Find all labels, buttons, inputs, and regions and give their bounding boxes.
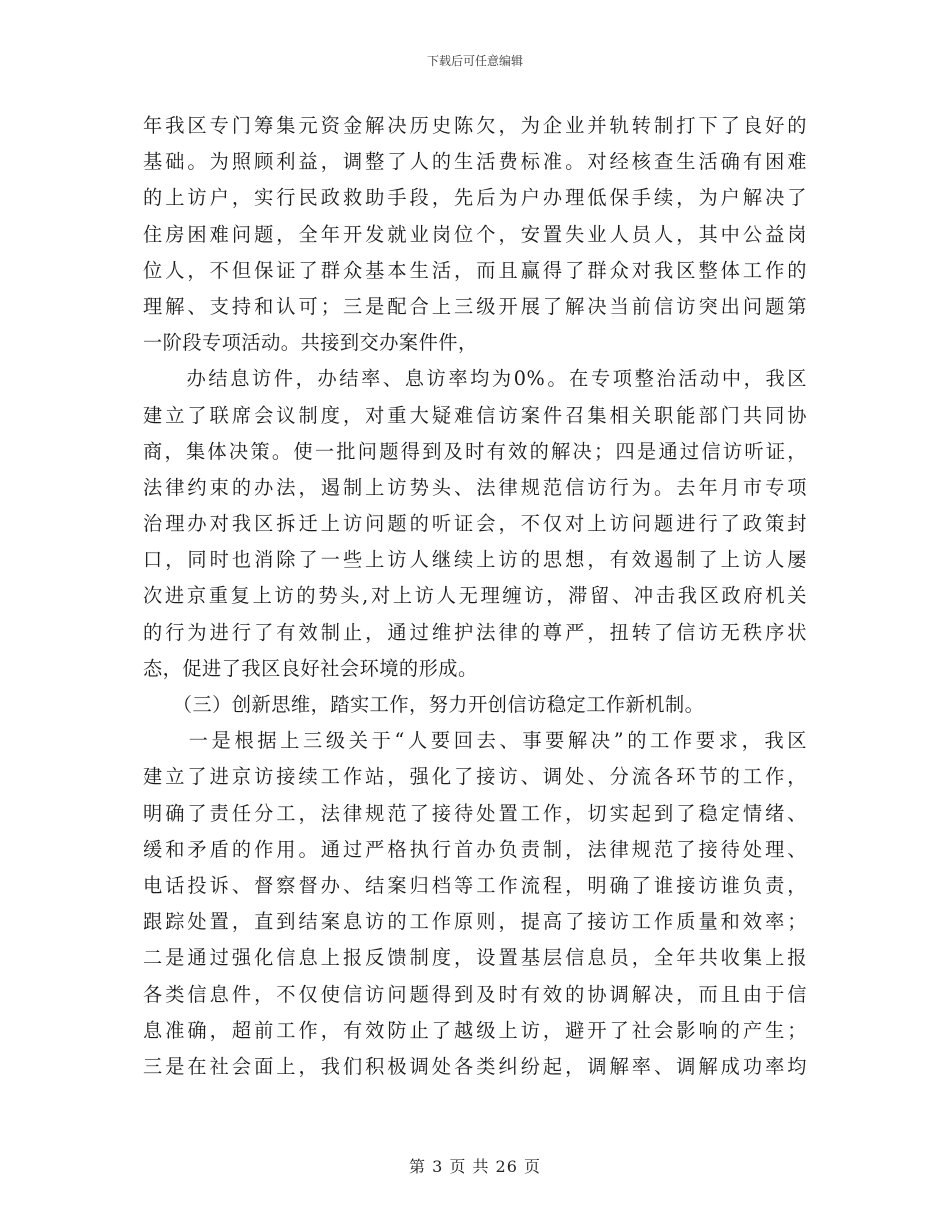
text-line: 息准确，超前工作，有效防止了越级上访，避开了社会影响的产生； [143, 1018, 807, 1042]
text-line: 一是根据上三级关于“人要回去、事要解决”的工作要求，我区 [143, 729, 807, 753]
text-line: 位人，不但保证了群众基本生活，而且赢得了群众对我区整体工作的 [143, 258, 807, 282]
text-line: 明确了责任分工，法律规范了接待处置工作，切实起到了稳定情绪、 [143, 801, 807, 825]
text-line: 三是在社会面上，我们积极调处各类纠纷起，调解率、调解成功率均 [143, 1054, 807, 1078]
text-line: 口，同时也消除了一些上访人继续上访的思想，有效遏制了上访人屡 [143, 548, 807, 572]
text-line: 各类信息件，不仅使信访问题得到及时有效的协调解决，而且由于信 [143, 982, 807, 1006]
text-line: 办结息访件，办结率、息访率均为0%。在专项整治活动中，我区 [143, 367, 807, 391]
text-line: 治理办对我区拆迁上访问题的听证会，不仅对上访问题进行了政策封 [143, 512, 807, 536]
page-header: 下载后可任意编辑 [426, 54, 523, 68]
text-line: 电话投诉、督察督办、结案归档等工作流程，明确了谁接访谁负责， [143, 873, 807, 897]
text-line: 跟踪处置，直到结案息访的工作原则，提高了接访工作质量和效率； [143, 910, 807, 934]
text-line: 次进京重复上访的势头,对上访人无理缠访，滞留、冲击我区政府机关 [143, 584, 807, 608]
text-line: 法律约束的办法，遏制上访势头、法律规范信访行为。去年月市专项 [143, 475, 807, 499]
text-line: 基础。为照顾利益，调整了人的生活费标准。对经核查生活确有困难 [143, 150, 807, 174]
text-line: 商，集体决策。使一批问题得到及时有效的解决；四是通过信访听证， [143, 439, 807, 463]
text-line: 建立了进京访接续工作站，强化了接访、调处、分流各环节的工作， [143, 765, 807, 789]
text-line: 的行为进行了有效制止，通过维护法律的尊严，扭转了信访无秩序状 [143, 620, 807, 644]
text-line: （三）创新思维，踏实工作，努力开创信访稳定工作新机制。 [143, 693, 705, 716]
text-line: 理解、支持和认可；三是配合上三级开展了解决当前信访突出问题第 [143, 294, 807, 318]
text-line: 建立了联席会议制度，对重大疑难信访案件召集相关职能部门共同协 [143, 403, 807, 427]
text-line: 住房困难问题，全年开发就业岗位个，安置失业人员人，其中公益岗 [143, 222, 807, 246]
text-line: 年我区专门筹集元资金解决历史陈欠，为企业并轨转制打下了良好的 [143, 114, 807, 137]
text-line: 缓和矛盾的作用。通过严格执行首办负责制，法律规范了接待处理、 [143, 837, 807, 861]
text-line: 态，促进了我区良好社会环境的形成。 [143, 656, 478, 680]
text-line: 一阶段专项活动。共接到交办案件件， [143, 331, 478, 355]
document-body [143, 108, 807, 1085]
text-line: 二是通过强化信息上报反馈制度，设置基层信息员，全年共收集上报 [143, 946, 807, 970]
text-line: 的上访户，实行民政救助手段，先后为户办理低保手续，为户解决了 [143, 186, 807, 210]
page-number-footer: 第 3 页 共 26 页 [409, 1157, 541, 1176]
